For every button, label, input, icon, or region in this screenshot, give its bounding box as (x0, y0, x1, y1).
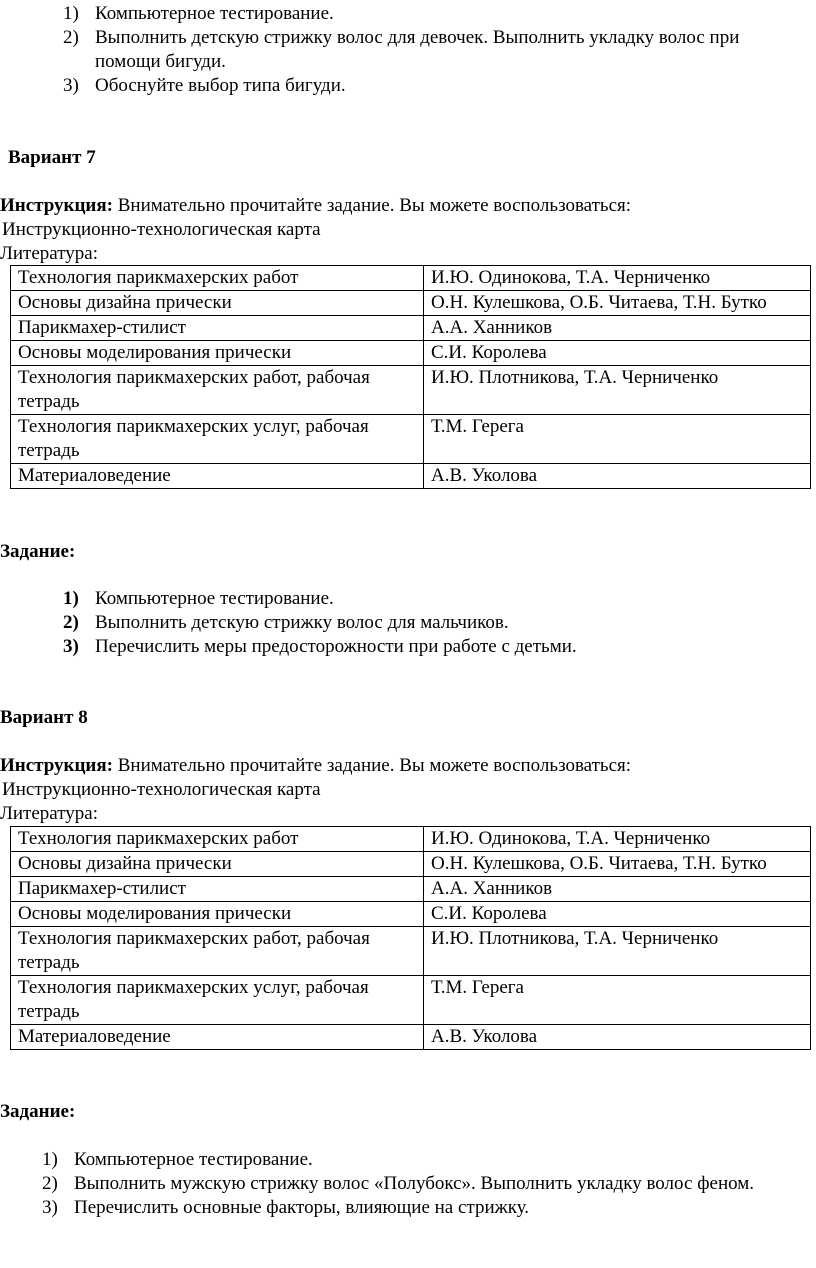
variant-7-task-label: Задание: (0, 541, 76, 562)
book-author: Т.М. Герега (424, 976, 811, 1025)
book-title: Парикмахер-стилист (11, 877, 424, 902)
table-row (11, 464, 811, 489)
variant-7-instruction (0, 194, 631, 218)
book-title: Основы моделирования прически (11, 341, 424, 366)
list-number: 1) (63, 3, 79, 24)
book-title: Основы моделирования прически (11, 902, 424, 927)
book-author: А.В. Уколова (424, 1025, 811, 1050)
table-row (11, 976, 811, 1025)
book-title: Парикмахер-стилист (11, 316, 424, 341)
list-number: 3) (42, 1197, 58, 1218)
instruction-label: Инструкция: (0, 195, 113, 216)
list-text: Выполнить детскую стрижку волос для девочек. Выполнить укладку волос при помощи бигуди. (95, 27, 740, 72)
book-title: Технология парикмахерских работ, рабочая тетрадь (11, 927, 424, 976)
list-number: 3) (63, 636, 79, 657)
instruction-text: Внимательно прочитайте задание. Вы можете воспользоваться: (113, 755, 632, 776)
instruction-label: Инструкция: (0, 755, 113, 776)
table-row (11, 852, 811, 877)
list-text: Компьютерное тестирование. (74, 1149, 313, 1170)
book-title: Технология парикмахерских работ (11, 827, 424, 852)
list-number: 2) (63, 612, 79, 633)
table-row (11, 316, 811, 341)
table-row (11, 366, 811, 415)
book-title: Технология парикмахерских работ, рабочая тетрадь (11, 366, 424, 415)
book-author: И.Ю. Плотникова, Т.А. Черниченко (424, 366, 811, 415)
list-item (42, 1148, 772, 1172)
book-author: А.А. Ханников (424, 877, 811, 902)
book-author: О.Н. Кулешкова, О.Б. Читаева, Т.Н. Бутко (424, 291, 811, 316)
list-item (42, 1196, 772, 1220)
list-item (63, 611, 803, 635)
list-item (63, 26, 803, 74)
variant-8-task-list (42, 1148, 772, 1220)
book-title: Технология парикмахерских услуг, рабочая тетрадь (11, 415, 424, 464)
table-row (11, 415, 811, 464)
book-author: А.В. Уколова (424, 464, 811, 489)
table-row (11, 927, 811, 976)
list-text: Компьютерное тестирование. (95, 3, 334, 24)
list-number: 3) (63, 75, 79, 96)
variant-7-card: Инструкционно-технологическая карта (2, 219, 321, 240)
variant-7-task-list (63, 587, 803, 659)
book-title: Основы дизайна прически (11, 852, 424, 877)
list-number: 1) (63, 588, 79, 609)
book-author: С.И. Королева (424, 902, 811, 927)
book-title: Технология парикмахерских работ (11, 266, 424, 291)
list-text: Компьютерное тестирование. (95, 588, 334, 609)
book-author: И.Ю. Одинокова, Т.А. Черниченко (424, 266, 811, 291)
book-author: И.Ю. Плотникова, Т.А. Черниченко (424, 927, 811, 976)
list-item (63, 587, 803, 611)
variant-8-card: Инструкционно-технологическая карта (2, 779, 321, 800)
variant-8-instruction (0, 754, 631, 778)
top-task-list (63, 2, 803, 98)
book-title: Технология парикмахерских услуг, рабочая тетрадь (11, 976, 424, 1025)
list-item (63, 2, 803, 26)
book-author: А.А. Ханников (424, 316, 811, 341)
table-row (11, 341, 811, 366)
list-item (63, 74, 803, 98)
list-text: Обоснуйте выбор типа бигуди. (95, 75, 346, 96)
book-title: Основы дизайна прически (11, 291, 424, 316)
list-text: Перечислить основные факторы, влияющие на стрижку. (74, 1197, 530, 1218)
table-row (11, 902, 811, 927)
table-row (11, 827, 811, 852)
list-number: 2) (63, 27, 79, 48)
table-row (11, 291, 811, 316)
variant-8-literature-table (10, 826, 811, 1050)
list-number: 2) (42, 1173, 58, 1194)
variant-8-task-label: Задание: (0, 1101, 76, 1122)
table-row (11, 877, 811, 902)
book-author: И.Ю. Одинокова, Т.А. Черниченко (424, 827, 811, 852)
table-row (11, 266, 811, 291)
list-number: 1) (42, 1149, 58, 1170)
book-title: Материаловедение (11, 464, 424, 489)
book-author: Т.М. Герега (424, 415, 811, 464)
list-item (42, 1172, 772, 1196)
list-text: Перечислить меры предосторожности при работе с детьми. (95, 636, 577, 657)
instruction-text: Внимательно прочитайте задание. Вы можете воспользоваться: (113, 195, 632, 216)
list-text: Выполнить детскую стрижку волос для мальчиков. (95, 612, 509, 633)
list-item (63, 635, 803, 659)
list-text: Выполнить мужскую стрижку волос «Полубокс». Выполнить укладку волос феном. (74, 1173, 755, 1194)
table-row (11, 1025, 811, 1050)
book-title: Материаловедение (11, 1025, 424, 1050)
variant-8-title: Вариант 8 (0, 707, 88, 728)
variant-7-title: Вариант 7 (8, 147, 96, 168)
variant-8-literature-label: Литература: (0, 803, 98, 824)
book-author: О.Н. Кулешкова, О.Б. Читаева, Т.Н. Бутко (424, 852, 811, 877)
variant-7-literature-table (10, 265, 811, 489)
book-author: С.И. Королева (424, 341, 811, 366)
variant-7-literature-label: Литература: (0, 243, 98, 264)
